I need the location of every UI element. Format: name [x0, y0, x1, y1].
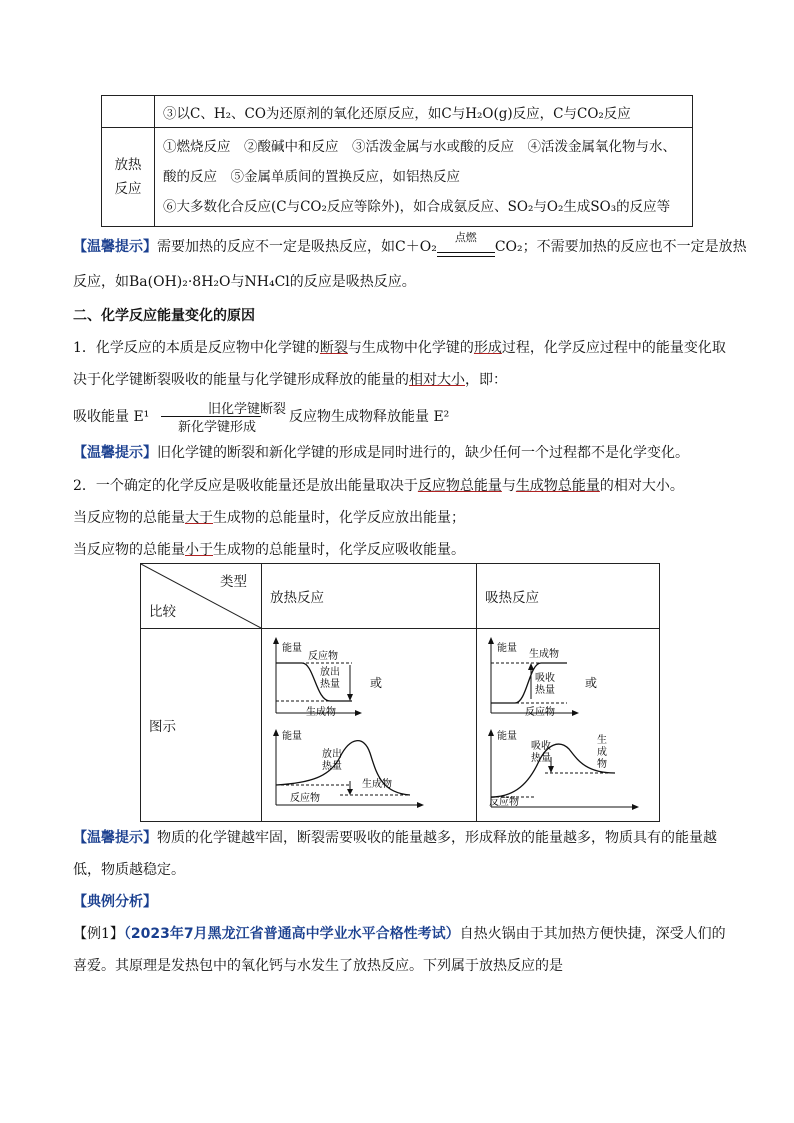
- g2-product: 生成物: [362, 779, 392, 790]
- exo-diagrams-cell: [262, 629, 477, 822]
- reaction-type-table: [101, 95, 693, 227]
- endothermic-graph-2: [485, 727, 655, 815]
- energy-comparison-table: [140, 563, 660, 822]
- row-diagram-label: 图示: [141, 629, 262, 822]
- underline-break: 断裂: [319, 340, 348, 356]
- tip2-label: 【温馨提示】: [73, 445, 157, 461]
- corner-type: 类型: [220, 574, 247, 590]
- empty-cell: [102, 96, 155, 128]
- example1-label: 【例1】: [73, 926, 124, 942]
- col-exothermic: 放热反应: [262, 564, 477, 629]
- g1-reactant: 反应物: [308, 651, 338, 662]
- corner-compare: 比较: [149, 604, 176, 620]
- section2-title: 二、化学反应能量变化的原因: [73, 308, 255, 324]
- exothermic-label-cell: [102, 128, 155, 227]
- tip3-line1: [73, 828, 717, 848]
- formula-bottom: 新化学键形成: [178, 420, 257, 435]
- tip1-text-a: 需要加热的反应不一定是吸热反应，如C＋O₂: [157, 239, 437, 255]
- e2-absorb-b: 热量: [531, 753, 551, 764]
- example-heading: 【典例分析】: [73, 894, 157, 910]
- g1-or: 或: [370, 676, 383, 690]
- condition-label: 点燃: [454, 231, 477, 244]
- tip1-text-b: CO₂；不需要加热的反应也不一定是放热: [494, 239, 747, 255]
- tip3-label: 【温馨提示】: [73, 830, 157, 846]
- formula-left: 吸收能量 E¹: [73, 409, 150, 425]
- exo-items-line1: ①燃烧反应 ②酸碱中和反应 ③活泼金属与水或酸的反应 ④活泼金属氧化物与水、: [163, 139, 676, 155]
- e2-energy: 能量: [497, 731, 517, 742]
- example1-text1: 自热火锅由于其加热方便快捷，深受人们的: [459, 926, 726, 942]
- g2-release-b: 热量: [322, 761, 342, 772]
- exo-items-line2: 酸的反应 ⑤金属单质间的置换反应，如铝热反应: [163, 169, 460, 185]
- col-endothermic: 吸热反应: [477, 564, 660, 629]
- e1-absorb-b: 热量: [535, 685, 555, 696]
- tip1-label: 【温馨提示】: [73, 239, 157, 255]
- e1-absorb-a: 吸收: [535, 673, 555, 684]
- g1-release-a: 放出: [320, 667, 340, 678]
- tip3-line2: 低，物质越稳定。: [73, 862, 185, 878]
- e1-energy: 能量: [497, 643, 517, 654]
- endo-diagrams-cell: [477, 629, 660, 822]
- tip2-line: [73, 443, 689, 463]
- p1-line1: 1．化学反应的本质是反应物中化学键的断裂与生成物中化学键的形成过程，化学反应过程中的能量变化取: [73, 340, 726, 356]
- endothermic-graph-1: [485, 635, 655, 719]
- underline-product-energy: 生成物总能量: [515, 478, 600, 494]
- p2-line: 2．一个确定的化学反应是吸收能量还是放出能量取决于反应物总能量与生成物总能量的相对大小。: [73, 478, 684, 494]
- e2-absorb-a: 吸收: [531, 741, 551, 752]
- e2-product-c: 物: [597, 759, 607, 770]
- formula-top: 旧化学键断裂: [208, 402, 287, 417]
- e1-product: 生成物: [529, 649, 559, 660]
- underline-greater: 大于: [185, 510, 213, 526]
- condition-arrow: [437, 231, 495, 257]
- exo-items-line3: ⑥大多数化合反应(C与CO₂反应等除外)，如合成氨反应、SO₂与O₂生成SO₃的反应等: [163, 199, 671, 215]
- e2-product-b: 成: [597, 747, 607, 758]
- tip1-line2: 反应，如Ba(OH)₂·8H₂O与NH₄Cl的反应是吸热反应。: [73, 274, 416, 290]
- energy-formula: [73, 398, 553, 438]
- tip1-line1: [73, 231, 747, 257]
- corner-cell: [141, 564, 262, 629]
- p1-line2: 决于化学键断裂吸收的能量与化学键形成释放的能量的相对大小，即：: [73, 372, 507, 388]
- e1-or: 或: [585, 676, 598, 690]
- e1-reactant: 反应物: [525, 707, 555, 718]
- g2-reactant: 反应物: [290, 793, 320, 804]
- e2-reactant: 反应物: [489, 797, 519, 808]
- tip2-text: 旧化学键的断裂和新化学键的形成是同时进行的，缺少任何一个过程都不是化学变化。: [157, 445, 689, 461]
- g1-energy: 能量: [282, 643, 302, 654]
- exothermic-graph-2: [270, 727, 470, 815]
- g1-product: 生成物: [306, 707, 336, 718]
- example1-line2: 喜爱。其原理是发热包中的氧化钙与水发生了放热反应。下列属于放热反应的是: [73, 958, 563, 974]
- exothermic-graph-1: [270, 635, 460, 719]
- e2-product-a: 生: [597, 735, 607, 746]
- underline-less: 小于: [185, 542, 213, 558]
- underline-relative: 相对大小: [409, 372, 465, 388]
- example1-line1: [73, 924, 726, 944]
- underline-form: 形成: [473, 340, 502, 356]
- p4-line: 当反应物的总能量小于生成物的总能量时，化学反应吸收能量。: [73, 542, 465, 558]
- p3-line: 当反应物的总能量大于生成物的总能量时，化学反应放出能量；: [73, 510, 465, 526]
- underline-reactant-energy: 反应物总能量: [417, 478, 502, 494]
- example1-source: （2023年7月黑龙江省普通高中学业水平合格性考试）: [123, 926, 460, 942]
- formula-right: 反应物生成物释放能量 E²: [289, 409, 450, 425]
- reducing-agent-row: ③以C、H₂、CO为还原剂的氧化还原反应，如C与H₂O(g)反应，C与CO₂反应: [155, 96, 693, 128]
- g1-release-b: 热量: [320, 679, 340, 690]
- tip3-text1: 物质的化学键越牢固，断裂需要吸收的能量越多，形成释放的能量越多，物质具有的能量越: [157, 830, 717, 846]
- exothermic-label: 放热反应: [114, 157, 142, 197]
- exothermic-items-cell: [155, 128, 693, 227]
- g2-release-a: 放出: [322, 749, 342, 760]
- g2-energy: 能量: [282, 731, 302, 742]
